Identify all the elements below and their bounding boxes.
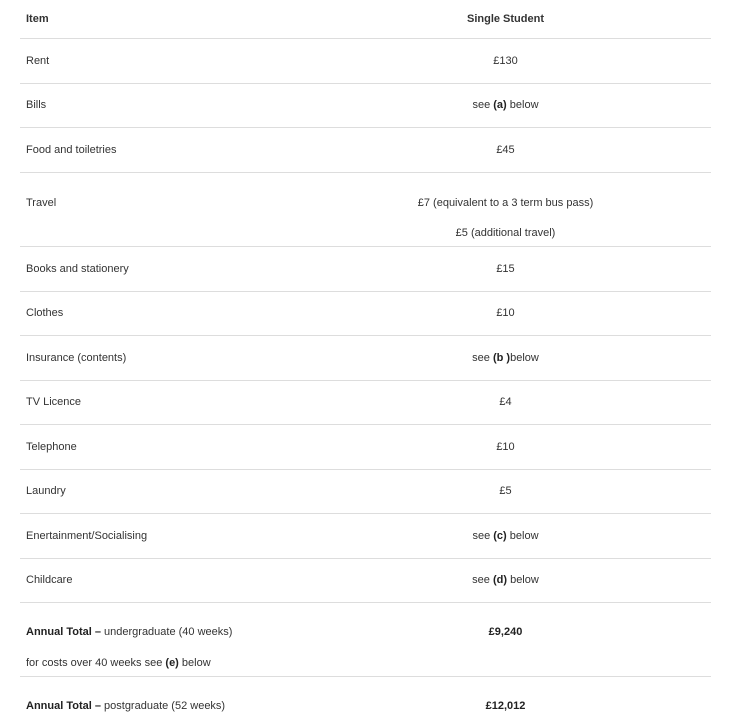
table-row-tv-licence xyxy=(20,381,711,426)
table-row-telephone xyxy=(20,425,711,470)
table-row-childcare xyxy=(20,559,711,604)
total-value-text: £12,012 xyxy=(485,700,526,712)
value-post: below xyxy=(507,574,539,587)
row-value: £10 xyxy=(496,307,515,320)
table-row-bills xyxy=(20,84,711,129)
row-value: £5 xyxy=(499,485,512,498)
total-label-rest: postgraduate (52 weeks) xyxy=(100,700,226,712)
value-post: below xyxy=(506,529,539,542)
note-pre: for costs over 40 weeks see xyxy=(26,657,166,669)
total-value xyxy=(300,603,711,676)
row-value xyxy=(300,173,711,247)
row-item-label: Childcare xyxy=(26,574,73,587)
value-ref: (c) xyxy=(493,529,507,542)
value-line-1: £7 (equivalent to a 3 term bus pass) xyxy=(417,196,594,209)
total-label xyxy=(26,625,300,639)
header-item: Item xyxy=(26,13,49,25)
table-row-laundry xyxy=(20,470,711,515)
total-label-bold: Annual Total – xyxy=(26,626,101,638)
table-row-entertainment xyxy=(20,514,711,559)
header-single-student: Single Student xyxy=(467,13,544,25)
cost-table xyxy=(20,0,711,727)
total-note xyxy=(26,656,300,670)
row-item-label: Food and toiletries xyxy=(26,143,117,156)
total-label-bold: Annual Total – xyxy=(26,700,101,712)
row-item-label: Insurance (contents) xyxy=(26,351,127,364)
row-item-label xyxy=(20,699,300,727)
value-pre: see xyxy=(472,529,494,542)
note-post: below xyxy=(178,657,211,669)
value-post: below xyxy=(510,351,539,364)
row-item-label: Bills xyxy=(26,99,47,112)
value-pre: see xyxy=(472,351,493,364)
row-value xyxy=(300,99,711,111)
row-item-label: Books and stationery xyxy=(26,262,129,275)
total-label-rest: undergraduate (40 weeks) xyxy=(100,626,233,638)
row-value: £10 xyxy=(496,440,515,453)
table-row-rent xyxy=(20,39,711,84)
table-row-travel xyxy=(20,173,711,248)
row-item-label: Clothes xyxy=(26,307,64,320)
value-ref: (d) xyxy=(492,574,508,587)
total-value-text: £9,240 xyxy=(488,626,523,638)
value-pre: see xyxy=(472,99,494,112)
row-value: £15 xyxy=(496,262,515,275)
row-item-label: Laundry xyxy=(26,485,66,498)
row-item-label: Telephone xyxy=(26,440,77,453)
table-row-clothes xyxy=(20,292,711,337)
row-item-label: Rent xyxy=(26,54,50,67)
value-ref: (b ) xyxy=(492,351,511,364)
row-item-label: TV Licence xyxy=(26,396,82,409)
row-value xyxy=(300,352,711,364)
row-value: £45 xyxy=(496,143,515,156)
row-item-label xyxy=(20,603,300,676)
row-value xyxy=(300,530,711,542)
total-value xyxy=(300,699,711,727)
table-row-total-postgraduate xyxy=(20,677,711,727)
row-item-label xyxy=(20,173,300,247)
table-row-insurance xyxy=(20,336,711,381)
item-text: Travel xyxy=(26,196,57,209)
value-ref: (a) xyxy=(493,99,507,112)
value-line-2: £5 (additional travel) xyxy=(455,227,556,239)
row-value: £4 xyxy=(499,396,512,409)
note-ref: (e) xyxy=(165,657,179,669)
value-pre: see xyxy=(472,574,493,587)
table-row-total-undergraduate xyxy=(20,603,711,677)
row-value xyxy=(300,574,711,586)
table-row-books xyxy=(20,247,711,292)
row-value: £130 xyxy=(493,54,518,67)
total-label xyxy=(26,699,300,713)
table-row-food xyxy=(20,128,711,173)
table-header-row xyxy=(20,0,711,39)
value-post: below xyxy=(506,99,539,112)
row-item-label: Enertainment/Socialising xyxy=(26,529,148,542)
